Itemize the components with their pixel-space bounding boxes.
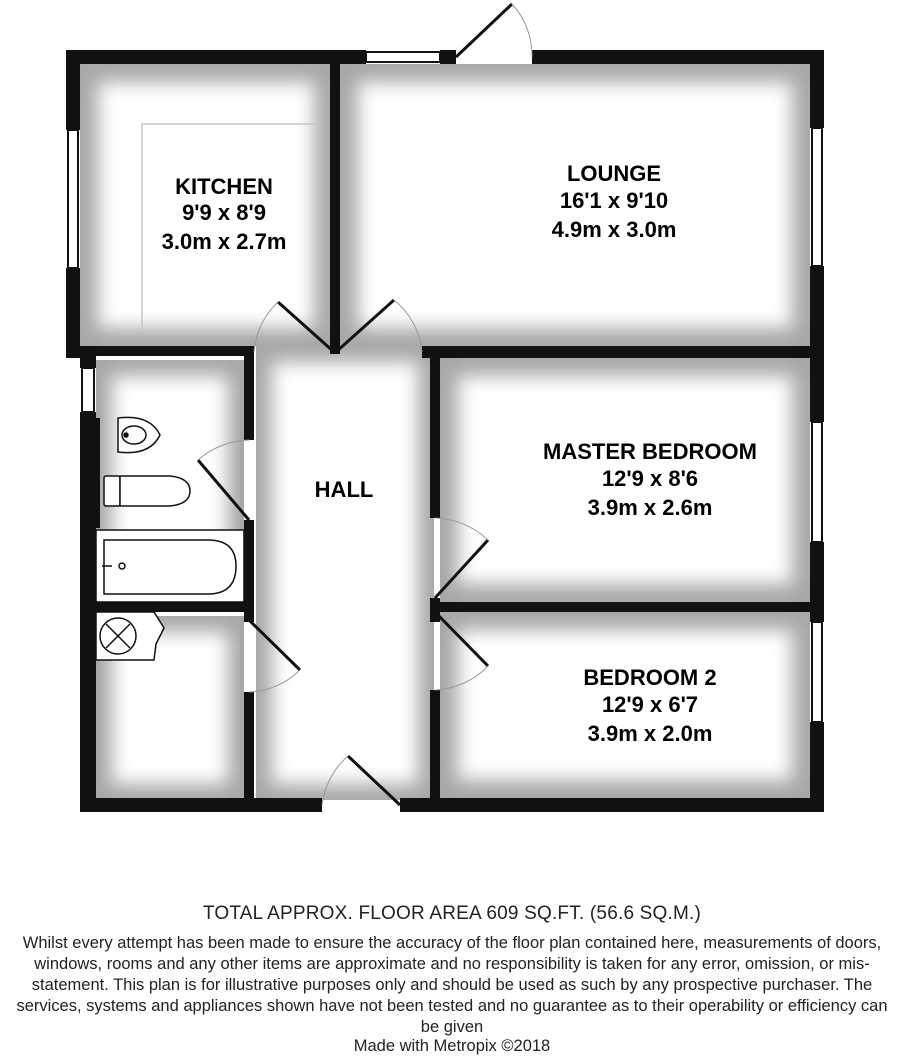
lounge-imperial: 16'1 x 9'10 (559, 188, 669, 213)
window-lounge-top (366, 52, 440, 62)
total-floor-area: TOTAL APPROX. FLOOR AREA 609 SQ.FT. (56.6 SQ.M.) (202, 903, 702, 924)
window-kitchen-left (68, 130, 78, 268)
kitchen-metric: 3.0m x 2.7m (161, 229, 287, 254)
door-lounge-entrance (456, 4, 532, 57)
kitchen-imperial: 9'9 x 8'9 (182, 200, 266, 225)
disclaimer-text: Whilst every attempt has been made to ensure the accuracy of the floor plan contained here, measurements of doors, windows, rooms and any other items are approximate and no responsibility is taken for any error, omission, or mis-statement. This plan is for illustrative purposes only and should be used as such by any prospective purchaser. The services, systems and appliances shown have not been tested and no guarantee as to their operability or efficiency can be given (16, 934, 888, 1036)
bathroom-boxing (86, 418, 100, 528)
lounge-metric: 4.9m x 3.0m (551, 217, 677, 242)
master-bedroom-imperial: 12'9 x 8'6 (601, 466, 699, 491)
toilet-icon (104, 476, 190, 506)
master-bedroom-metric: 3.9m x 2.6m (587, 495, 713, 520)
bath-icon (96, 530, 244, 602)
metropix-credit: Made with Metropix ©2018 (353, 1037, 551, 1055)
window-master-right (812, 422, 822, 542)
hall-name: HALL (314, 477, 374, 502)
window-bedroom2-right (812, 622, 822, 722)
master-bedroom-name: MASTER BEDROOM (543, 439, 757, 464)
bedroom2-metric: 3.9m x 2.0m (587, 721, 713, 746)
boiler-icon (96, 612, 164, 660)
bedroom2-name: BEDROOM 2 (583, 665, 717, 690)
window-lounge-right (812, 128, 822, 266)
window-bathroom-left (82, 368, 94, 412)
kitchen-name: KITCHEN (175, 174, 273, 199)
lounge-name: LOUNGE (566, 161, 662, 186)
bedroom2-imperial: 12'9 x 6'7 (601, 692, 699, 717)
